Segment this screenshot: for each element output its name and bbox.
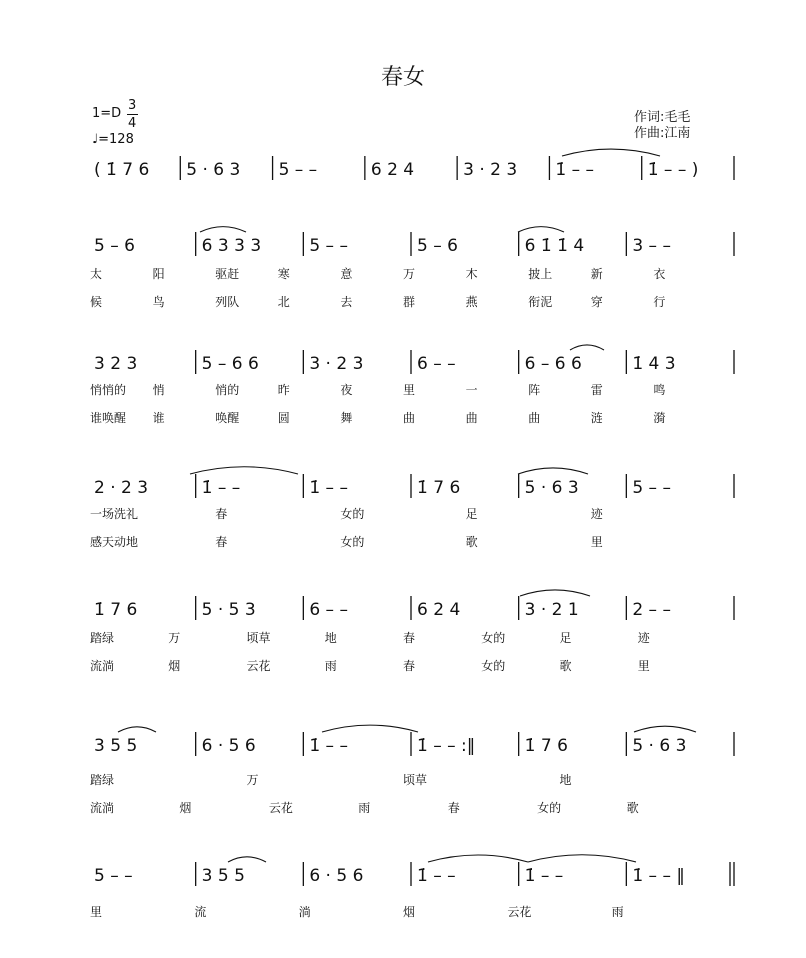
slur-5	[518, 468, 588, 474]
bar-6-3: 1̇ – –	[417, 866, 456, 886]
bar-6-4: 1̇ – –	[524, 866, 564, 886]
lyric-1-0-5: 万	[403, 267, 416, 281]
lyric-1-1-6: 燕	[465, 295, 478, 309]
slur-3	[570, 345, 604, 350]
bar-1-3: 5 – 6	[417, 236, 458, 256]
lyric-4-1-0: 流淌	[90, 659, 115, 673]
lyric-5-1-3: 雨	[358, 801, 371, 815]
lyric-1-1-2: 列队	[215, 295, 240, 309]
meter-numerator: 3	[128, 98, 137, 113]
bar-2-1: 5 – 6 6	[201, 354, 259, 374]
slur-2	[518, 227, 564, 232]
lyric-1-0-6: 木	[465, 267, 478, 281]
lyric-3-1-2: 女的	[340, 535, 365, 549]
lyric-1-1-5: 群	[403, 295, 416, 309]
lyric-1-0-2: 驱赶	[215, 267, 240, 281]
bar-0-4: 3 · 2 3	[463, 160, 518, 180]
lyric-1-1-7: 衔泥	[528, 295, 553, 309]
lyric-4-1-1: 烟	[168, 659, 181, 673]
lyric-3-0-4: 迹	[590, 507, 603, 521]
slur-11	[428, 855, 528, 862]
bar-1-2: 5 – –	[309, 236, 348, 256]
bar-5-5: 5 · 6 3	[632, 736, 687, 756]
bar-2-2: 3 · 2 3	[309, 354, 364, 374]
lyric-3-0-3: 足	[465, 507, 478, 521]
bar-2-3: 6 – –	[417, 354, 456, 374]
lyric-2-0-3: 昨	[277, 383, 290, 397]
lyric-1-1-8: 穿	[590, 295, 603, 309]
lyric-4-1-6: 歌	[559, 659, 572, 673]
bar-3-0: 2 · 2 3	[94, 478, 149, 498]
lyric-3-1-0: 感天动地	[90, 535, 139, 549]
slur-0	[562, 149, 660, 156]
lyric-6-0-5: 雨	[611, 905, 624, 919]
slur-10	[228, 857, 266, 862]
lyric-2-0-8: 雷	[590, 383, 603, 397]
lyricist-credit: 作词:毛毛	[634, 110, 691, 125]
lyric-5-1-1: 烟	[179, 801, 192, 815]
bar-2-4: 6 – 6 6	[524, 354, 582, 374]
bar-6-5: 1̇ – – ‖	[632, 866, 685, 886]
lyric-4-0-0: 踏绿	[90, 631, 115, 645]
lyric-3-1-3: 歌	[465, 535, 478, 549]
lyric-4-0-1: 万	[168, 631, 181, 645]
lyric-5-0-3: 地	[559, 773, 572, 787]
lyric-2-1-9: 漪	[653, 411, 666, 425]
lyric-2-1-0: 谁唤醒	[90, 411, 127, 425]
bar-5-4: 1̇ 7 6	[524, 736, 568, 756]
bar-4-0: 1̇ 7 6	[94, 600, 138, 620]
bar-5-1: 6 · 5 6	[201, 736, 256, 756]
lyric-1-1-1: 鸟	[152, 295, 165, 309]
lyric-1-0-8: 新	[590, 267, 603, 281]
lyric-4-0-6: 足	[559, 631, 572, 645]
lyric-5-1-5: 女的	[537, 801, 562, 815]
bar-6-1: 3 5 5	[201, 866, 245, 886]
lyric-5-0-2: 顷草	[403, 773, 428, 787]
lyric-1-0-3: 寒	[277, 267, 290, 281]
lyric-5-1-6: 歌	[626, 801, 639, 815]
lyric-3-0-2: 女的	[340, 507, 365, 521]
lyric-2-1-8: 涟	[590, 411, 603, 425]
lyric-5-1-2: 云花	[268, 801, 293, 815]
composer-credit: 作曲:江南	[634, 126, 691, 141]
bar-4-1: 5 · 5 3	[201, 600, 256, 620]
slur-1	[200, 227, 246, 232]
bar-5-2: 1̇ – –	[309, 736, 348, 756]
bar-2-5: 1̇ 4 3	[632, 354, 676, 374]
lyric-2-1-5: 曲	[403, 411, 416, 425]
lyric-6-0-1: 流	[194, 905, 207, 919]
lyric-2-1-1: 谁	[152, 411, 165, 425]
lyric-4-1-2: 云花	[246, 659, 271, 673]
bar-4-5: 2 – –	[632, 600, 671, 620]
lyric-1-0-7: 披上	[528, 267, 553, 281]
bar-3-4: 5 · 6 3	[524, 478, 579, 498]
lyric-2-0-4: 夜	[340, 383, 353, 397]
slur-9	[634, 726, 696, 732]
lyric-5-0-1: 万	[246, 773, 259, 787]
tempo-marking: ♩=128	[92, 132, 134, 147]
bar-3-2: 1̇ – –	[309, 478, 348, 498]
bar-0-6: 1̇ – – )	[647, 160, 699, 180]
slur-4	[190, 467, 298, 474]
lyric-6-0-3: 烟	[403, 905, 416, 919]
bar-6-0: 5 – –	[94, 866, 133, 886]
bar-0-2: 5 – –	[278, 160, 318, 180]
lyric-1-0-4: 意	[340, 267, 353, 281]
lyric-6-0-4: 云花	[507, 905, 532, 919]
lyric-2-0-2: 悄的	[215, 383, 240, 397]
lyric-1-0-1: 阳	[152, 267, 165, 281]
lyric-3-0-0: 一场洗礼	[90, 507, 139, 521]
lyric-6-0-2: 淌	[298, 905, 311, 919]
bar-5-0: 3 5 5	[94, 736, 138, 756]
lyric-6-0-0: 里	[90, 905, 103, 919]
lyric-1-0-0: 太	[90, 267, 103, 281]
lyric-2-1-7: 曲	[528, 411, 541, 425]
lyric-5-0-0: 踏绿	[90, 773, 115, 787]
bar-2-0: 3 2 3	[94, 354, 138, 374]
song-title: 春女	[380, 65, 425, 90]
lyric-1-1-4: 去	[340, 295, 353, 309]
lyric-3-1-1: 春	[215, 535, 228, 549]
lyric-2-0-6: 一	[465, 383, 478, 397]
bar-0-5: 1̇ – –	[555, 160, 595, 180]
lyric-4-0-7: 迹	[637, 631, 650, 645]
lyric-1-1-0: 候	[90, 295, 103, 309]
bar-1-5: 3 – –	[632, 236, 671, 256]
lyric-2-0-0: 悄悄的	[90, 383, 127, 397]
lyric-4-0-3: 地	[324, 631, 337, 645]
lyric-1-1-3: 北	[277, 295, 290, 309]
lyric-5-1-0: 流淌	[90, 801, 115, 815]
bar-0-1: 5 · 6 3	[186, 160, 241, 180]
slur-6	[520, 590, 590, 596]
bar-1-4: 6 1̇ 1̇ 4	[524, 236, 585, 256]
lyric-1-1-9: 行	[653, 295, 666, 309]
bar-0-3: 6 2 4	[370, 160, 415, 180]
bar-0-0: ( 1̇ 7 6	[94, 160, 150, 180]
lyric-3-0-1: 春	[215, 507, 228, 521]
lyric-3-1-4: 里	[590, 535, 603, 549]
slur-12	[528, 855, 636, 862]
bar-6-2: 6 · 5 6	[309, 866, 364, 886]
bar-3-3: 1̇ 7 6	[417, 478, 461, 498]
lyric-4-0-4: 春	[403, 631, 416, 645]
lyric-4-1-3: 雨	[324, 659, 337, 673]
lyric-2-1-6: 曲	[465, 411, 478, 425]
bar-1-1: 6 3 3 3	[201, 236, 262, 256]
lyric-4-0-5: 女的	[481, 631, 506, 645]
lyric-2-1-2: 唤醒	[215, 411, 240, 425]
lyric-2-0-1: 悄	[152, 383, 165, 397]
bar-3-1: 1̇ – –	[201, 478, 241, 498]
lyric-4-1-7: 里	[637, 659, 650, 673]
lyric-2-0-5: 里	[403, 383, 416, 397]
lyric-2-1-4: 舞	[340, 411, 353, 425]
lyric-2-0-7: 阵	[528, 383, 541, 397]
slur-7	[118, 727, 156, 732]
key-signature: 1=D	[92, 106, 122, 121]
lyric-5-1-4: 春	[447, 801, 460, 815]
lyric-4-1-4: 春	[403, 659, 416, 673]
lyric-2-1-3: 圆	[277, 411, 290, 425]
lyric-1-0-9: 衣	[653, 267, 666, 281]
bar-5-3: 1̇ – – :‖	[417, 736, 476, 756]
bar-4-4: 3 · 2 1	[524, 600, 579, 620]
bar-4-3: 6 2 4	[417, 600, 461, 620]
slur-8	[322, 725, 418, 732]
bar-3-5: 5 – –	[632, 478, 671, 498]
bar-4-2: 6 – –	[309, 600, 348, 620]
lyric-4-0-2: 顷草	[246, 631, 271, 645]
meter-denominator: 4	[128, 116, 137, 131]
lyric-4-1-5: 女的	[481, 659, 506, 673]
bar-1-0: 5 – 6	[94, 236, 135, 256]
lyric-2-0-9: 鸣	[653, 383, 666, 397]
